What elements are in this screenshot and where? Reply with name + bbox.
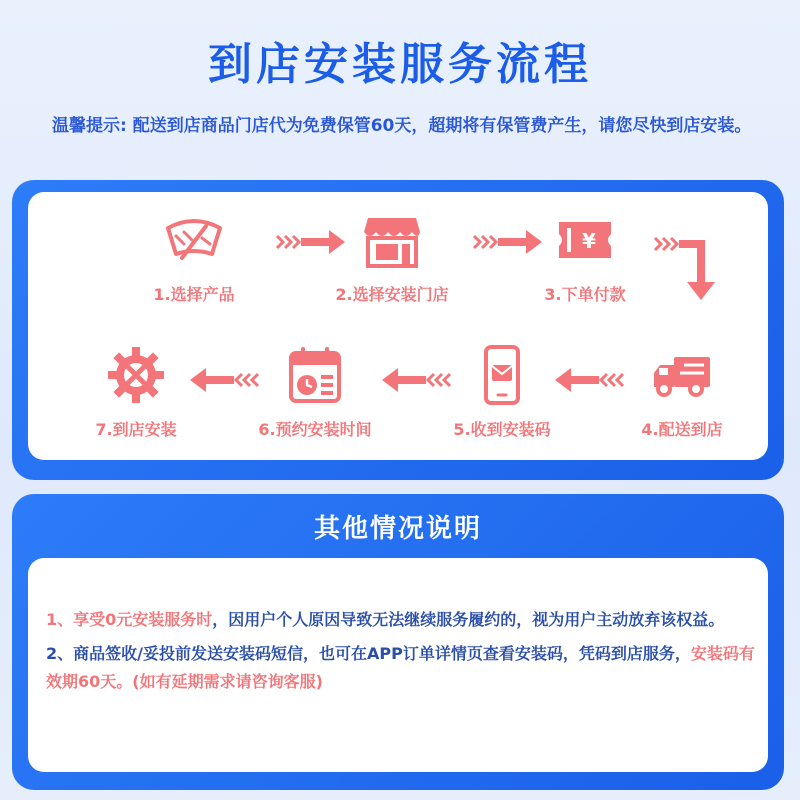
step-book-time <box>240 343 390 440</box>
arrow-left-icon <box>380 368 452 392</box>
process-card <box>28 192 768 460</box>
wiper-icon <box>162 208 226 272</box>
step-label: 7.到店安装 <box>95 420 177 439</box>
payment-ticket-icon <box>553 208 617 272</box>
arrow-right-icon <box>472 230 544 254</box>
info-item-1-text: ，因用户个人原因导致无法继续服务履约的，视为用户主动放弃该权益。 <box>212 610 725 629</box>
svg-text:¥: ¥ <box>582 229 596 253</box>
step-label: 5.收到安装码 <box>453 420 551 439</box>
delivery-truck-icon <box>650 343 714 407</box>
info-item-2-text: 2、商品签收/妥投前发送安装码短信，也可在APP订单详情页查看安装码，凭码到店服务， <box>46 644 691 663</box>
step-deliver <box>607 343 757 440</box>
info-panel <box>12 494 784 790</box>
step-label: 2.选择安装门店 <box>335 285 449 304</box>
info-title: 其他情况说明 <box>313 514 482 544</box>
info-item-1-highlight: 1、享受0元安装服务时 <box>46 610 213 629</box>
step-label: 3.下单付款 <box>544 285 626 304</box>
page-title: 到店安装服务流程 <box>208 39 592 90</box>
step-label: 6.预约安装时间 <box>258 420 372 439</box>
gear-wrench-icon <box>104 343 168 407</box>
arrow-left-icon <box>188 368 260 392</box>
arrow-turn-down-icon <box>653 228 725 308</box>
arrow-left-icon <box>553 368 625 392</box>
arrow-right-icon <box>275 230 347 254</box>
step-select-store <box>317 208 467 305</box>
calendar-clock-icon <box>283 343 347 407</box>
info-item-2 <box>46 640 758 696</box>
info-item-1 <box>46 606 758 634</box>
step-label: 4.配送到店 <box>641 420 723 439</box>
phone-message-icon <box>470 343 534 407</box>
step-pay <box>510 208 660 305</box>
notice-text: 温馨提示: 配送到店商品门店代为免费保管60天，超期将有保管费产生，请您尽快到店安装。 <box>52 116 752 136</box>
process-panel <box>12 180 784 480</box>
info-item-2-highlight: 安装码有效期60天。(如有延期需求请咨询客服) <box>46 644 755 691</box>
step-label: 1.选择产品 <box>153 285 235 304</box>
step-select-product <box>119 208 269 305</box>
info-card <box>28 558 768 772</box>
store-icon <box>360 208 424 272</box>
info-text <box>46 606 758 702</box>
